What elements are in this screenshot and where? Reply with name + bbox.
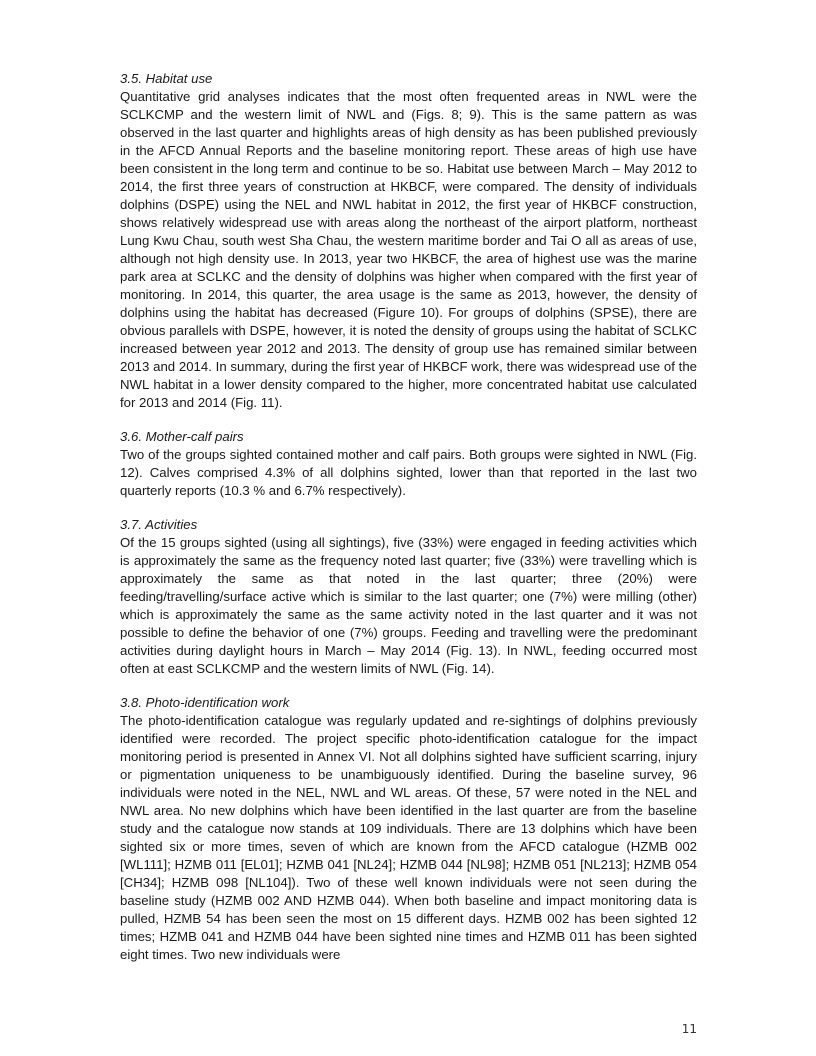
section-paragraph: The photo-identification catalogue was regularly updated and re-sightings of dolphins previously identified were recorded. The project specific photo-identification catalogue for the impact monitoring period is presented in Annex VI. Not all dolphins sighted have sufficient scarring, injury or pigmentation uniqueness to be unambiguously identified. During the baseline survey, 96 individuals were noted in the NEL, NWL and WL areas. Of these, 57 were noted in the NEL and NWL area. No new dolphins which have been identified in the last quarter are from the baseline study and the catalogue now stands at 109 individuals. There are 13 dolphins which have been sighted six or more times, seven of which are known from the AFCD catalogue (HZMB 002 [WL111]; HZMB 011 [EL01]; HZMB 041 [NL24]; HZMB 044 [NL98]; HZMB 051 [NL213]; HZMB 054 [CH34]; HZMB 098 [NL104]). Two of these well known individuals were not seen during the baseline study (HZMB 002 AND HZMB 044). When both baseline and impact monitoring data is pulled, HZMB 54 has been seen the most on 15 different days. HZMB 002 has been sighted 12 times; HZMB 041 and HZMB 044 have been sighted nine times and HZMB 011 has been sighted eight times. Two new individuals were [120,713,697,962]
section-heading: 3.5. Habitat use [120,71,213,86]
section-activities [120,516,697,678]
section-paragraph: Of the 15 groups sighted (using all sightings), five (33%) were engaged in feeding activities which is approximately the same as the frequency noted last quarter; five (33%) were travelling which is approximately the same as that noted in the last quarter; three (20%) were feeding/travelling/surface active which is similar to the last quarter; one (7%) were milling (other) which is approximately the same as the same activity noted in the last quarter and it was not possible to define the behavior of one (7%) groups. Feeding and travelling were the predominant activities during daylight hours in March – May 2014 (Fig. 13). In NWL, feeding occurred most often at east SCLKCMP and the western limits of NWL (Fig. 14). [120,535,697,676]
section-heading: 3.7. Activities [120,517,198,532]
page-number: 11 [681,1022,697,1036]
section-mother-calf-pairs [120,428,697,500]
section-habitat-use [120,70,697,412]
section-paragraph: Two of the groups sighted contained mother and calf pairs. Both groups were sighted in NWL (Fig. 12). Calves comprised 4.3% of all dolphins sighted, lower than that reported in the last two quarterly reports (10.3 % and 6.7% respectively). [120,447,697,498]
section-heading: 3.6. Mother-calf pairs [120,429,244,444]
section-photo-identification [120,694,697,964]
section-paragraph: Quantitative grid analyses indicates that the most often frequented areas in NWL were the SCLKCMP and the western limit of NWL and (Figs. 8; 9). This is the same pattern as was observed in the last quarter and highlights areas of high density as has been published previously in the AFCD Annual Reports and the baseline monitoring report. These areas of high use have been consistent in the long term and continue to be so. Habitat use between March – May 2012 to 2014, the first three years of construction at HKBCF, were compared. The density of individuals dolphins (DSPE) using the NEL and NWL habitat in 2012, the first year of HKBCF construction, shows relatively widespread use with areas along the northeast of the airport platform, northeast Lung Kwu Chau, south west Sha Chau, the western maritime border and Tai O all as areas of use, although not high density use. In 2013, year two HKBCF, the area of highest use was the marine park area at SCLKC and the density of dolphins was higher when compared with the first year of monitoring. In 2014, this quarter, the area usage is the same as 2013, however, the density of dolphins using the habitat has decreased (Figure 10). For groups of dolphins (SPSE), there are obvious parallels with DSPE, however, it is noted the density of groups using the habitat of SCLKC increased between year 2012 and 2013. The density of group use has remained similar between 2013 and 2014. In summary, during the first year of HKBCF work, there was widespread use of the NWL habitat in a lower density compared to the higher, more concentrated habitat use calculated for 2013 and 2014 (Fig. 11). [120,89,697,410]
section-heading: 3.8. Photo-identification work [120,695,290,710]
document-page [120,70,697,980]
